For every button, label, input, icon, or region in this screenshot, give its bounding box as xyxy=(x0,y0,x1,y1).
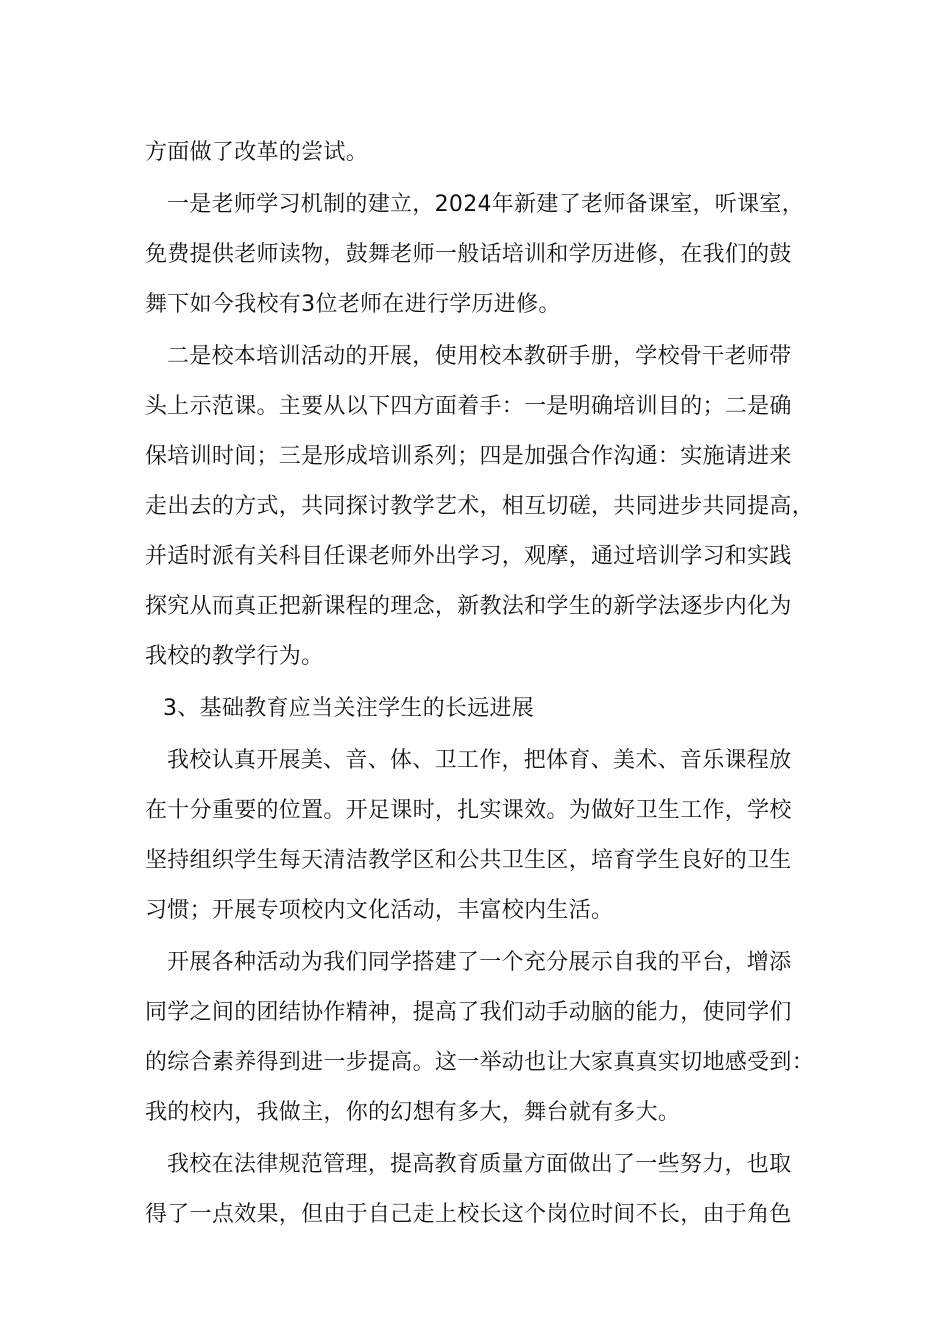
text-line: 免费提供老师读物，鼓舞老师一般话培训和学历进修，在我们的鼓 xyxy=(145,242,792,267)
paragraph xyxy=(145,188,835,322)
text-line: 在十分重要的位置。开足课时，扎实课效。为做好卫生工作，学校 xyxy=(145,798,792,823)
text-line: 坚持组织学生每天清洁教学区和公共卫生区，培育学生良好的卫生 xyxy=(145,848,792,873)
section-heading xyxy=(145,692,835,726)
text-line: 走出去的方式，共同探讨教学艺术，相互切磋，共同进步共同提高， xyxy=(145,494,815,519)
text-line: 一是老师学习机制的建立，2024年新建了老师备课室，听课室， xyxy=(167,192,804,217)
text-line: 得了一点效果，但由于自己走上校长这个岗位时间不长，由于角色 xyxy=(145,1202,792,1227)
text-line: 并适时派有关科目任课老师外出学习，观摩，通过培训学习和实践 xyxy=(145,544,792,569)
text-line: 3、基础教育应当关注学生的长远进展 xyxy=(163,696,535,721)
text-line: 保培训时间；三是形成培训系列；四是加强合作沟通：实施请进来 xyxy=(145,444,792,469)
text-line: 习惯；开展专项校内文化活动，丰富校内生活。 xyxy=(145,898,614,923)
text-line: 探究从而真正把新课程的理念，新教法和学生的新学法逐步内化为 xyxy=(145,594,792,619)
text-line: 同学之间的团结协作精神，提高了我们动手动脑的能力，使同学们 xyxy=(145,1000,792,1025)
text-line: 我校的教学行为。 xyxy=(145,644,324,669)
paragraph xyxy=(145,946,835,1130)
paragraph xyxy=(145,744,835,928)
text-line: 头上示范课。主要从以下四方面着手：一是明确培训目的；二是确 xyxy=(145,394,792,419)
text-line: 我校在法律规范管理，提高教育质量方面做出了一些努力，也取 xyxy=(167,1152,792,1177)
text-line: 二是校本培训活动的开展，使用校本教研手册，学校骨干老师带 xyxy=(167,344,792,369)
text-line: 我校认真开展美、音、体、卫工作，把体育、美术、音乐课程放 xyxy=(167,748,792,773)
text-line: 我的校内，我做主，你的幻想有多大，舞台就有多大。 xyxy=(145,1100,681,1125)
text-line: 的综合素养得到进一步提高。这一举动也让大家真真实切地感受到： xyxy=(145,1050,815,1075)
paragraph xyxy=(145,1148,835,1232)
text-line: 开展各种活动为我们同学搭建了一个充分展示自我的平台，增添 xyxy=(167,950,792,975)
paragraph xyxy=(145,136,835,170)
document-body xyxy=(145,136,835,1232)
text-line: 舞下如今我校有3位老师在进行学历进修。 xyxy=(145,292,561,317)
text-line: 方面做了改革的尝试。 xyxy=(145,140,369,165)
paragraph xyxy=(145,340,835,674)
